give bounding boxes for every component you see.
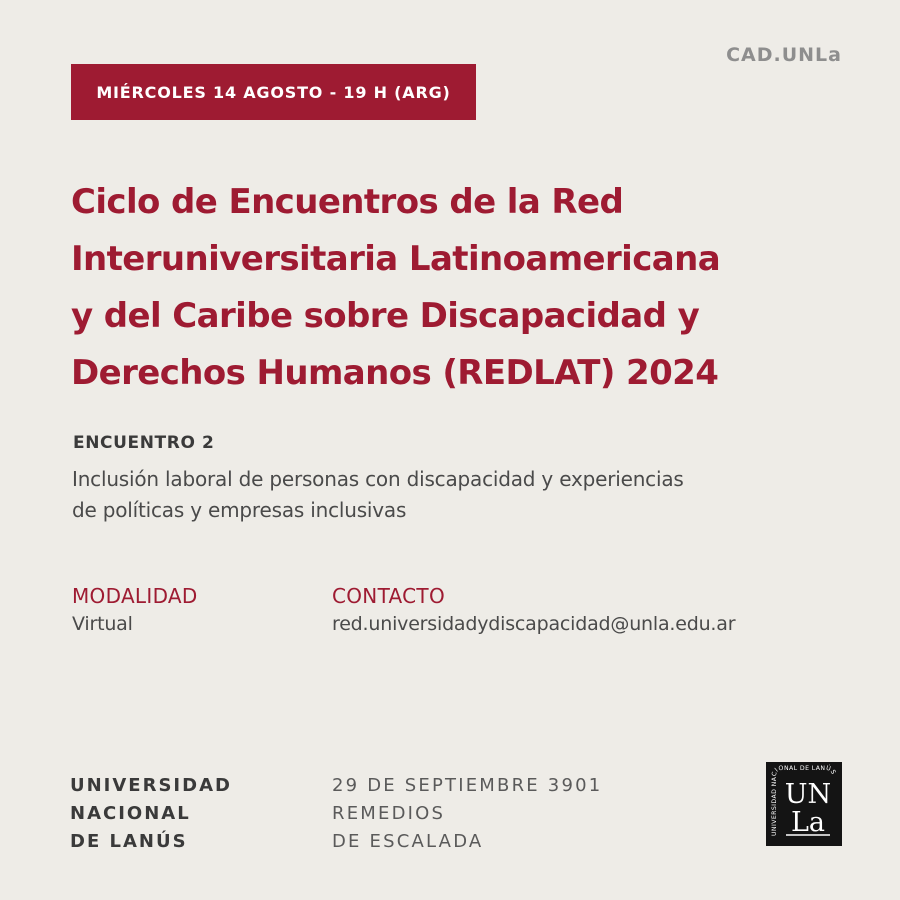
title-line: Ciclo de Encuentros de la Red	[71, 182, 624, 222]
unla-logo-mark	[766, 762, 842, 846]
university-name-line: NACIONAL	[70, 803, 191, 824]
encuentro-description-line: de políticas y empresas inclusivas	[72, 498, 407, 522]
title-line: Derechos Humanos (REDLAT) 2024	[71, 353, 719, 393]
address-line: REMEDIOS	[332, 803, 446, 824]
address-line: 29 DE SEPTIEMBRE 3901	[332, 775, 603, 796]
encuentro-description-line: Inclusión laboral de personas con discapacidad y experiencias	[72, 467, 684, 491]
modalidad-value: Virtual	[72, 613, 133, 635]
unla-logo	[766, 762, 842, 846]
modalidad-label: MODALIDAD	[72, 584, 198, 608]
title-line: Interuniversitaria Latinoamericana	[71, 239, 721, 279]
logo-mark-top: UN	[784, 779, 832, 810]
contacto-block	[332, 582, 735, 638]
contacto-email[interactable]: red.universidadydiscapacidad@unla.edu.ar	[332, 613, 736, 635]
logo-arc-text: UNIVERSIDAD NACIONAL DE LANÚS	[770, 764, 837, 836]
university-name	[70, 772, 232, 856]
contacto-label: CONTACTO	[332, 584, 445, 608]
date-banner: MIÉRCOLES 14 AGOSTO - 19 H (ARG)	[71, 64, 476, 120]
event-title	[71, 174, 861, 402]
university-name-line: UNIVERSIDAD	[70, 775, 232, 796]
modalidad-block	[72, 582, 198, 638]
address-line: DE ESCALADA	[332, 831, 484, 852]
logo-mark-bottom: La	[790, 807, 826, 838]
brand-tag: CAD.UNLa	[726, 44, 842, 66]
encuentro-description	[72, 464, 832, 526]
university-name-line: DE LANÚS	[70, 831, 188, 852]
address	[332, 772, 602, 856]
encuentro-label: ENCUENTRO 2	[73, 433, 215, 453]
title-line: y del Caribe sobre Discapacidad y	[71, 296, 700, 336]
